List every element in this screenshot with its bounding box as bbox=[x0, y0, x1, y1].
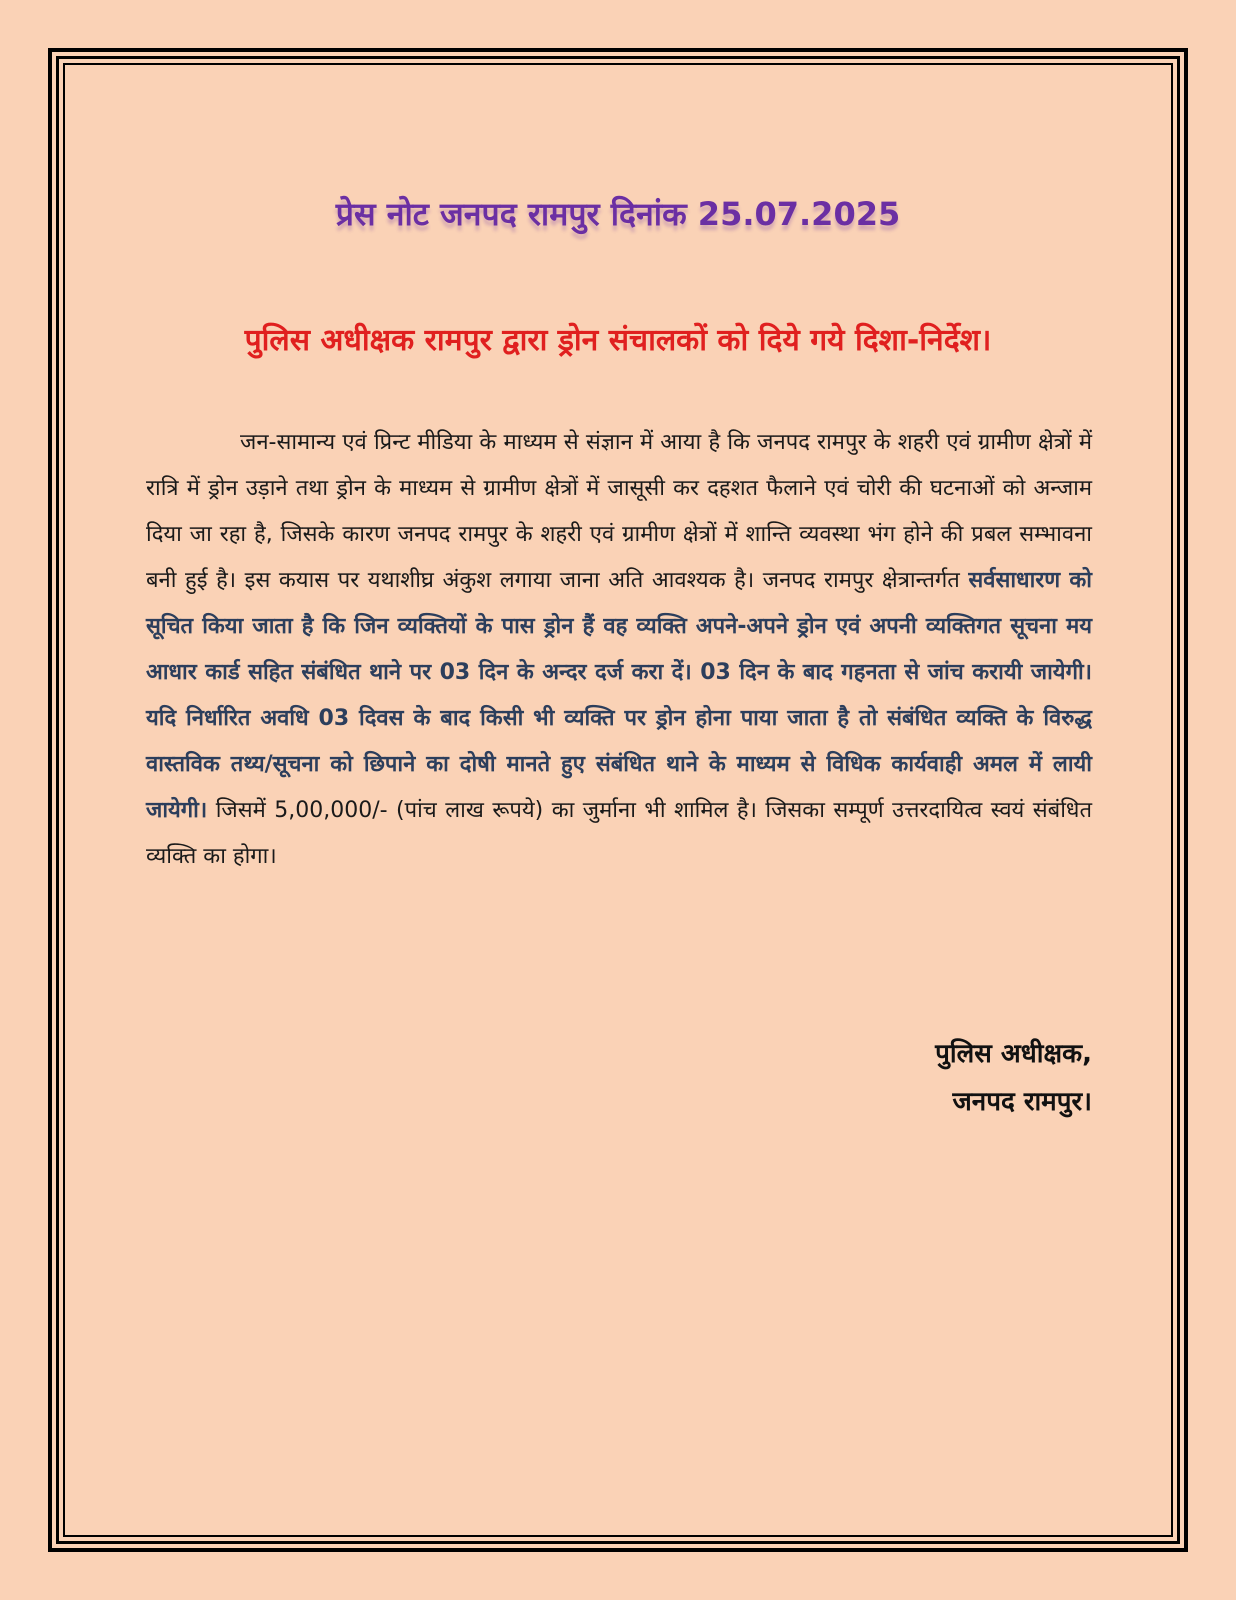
signature-district: जनपद रामपुर। bbox=[952, 1087, 1092, 1117]
signature-designation: पुलिस अधीक्षक, bbox=[935, 1039, 1092, 1069]
signature-block bbox=[935, 1030, 1092, 1126]
press-note-body bbox=[146, 420, 1092, 880]
press-note-title: प्रेस नोट जनपद रामपुर दिनांक 25.07.2025 bbox=[335, 195, 901, 233]
body-text-penalty: जिसमें 5,00,000/- (पांच लाख रूपये) का जुर्माना भी शामिल है। जिसका सम्पूर्ण उत्तरदायित्व स्वयं संबंधित व्यक्ति का होगा। bbox=[146, 798, 1092, 869]
subject-headline: पुलिस अधीक्षक रामपुर द्वारा ड्रोन संचालकों को दिये गये दिशा-निर्देश। bbox=[244, 323, 992, 358]
body-text-intro: जन-सामान्य एवं प्रिन्ट मीडिया के माध्यम से संज्ञान में आया है कि जनपद रामपुर के शहरी एवं ग्रामीण क्षेत्रों में रात्रि में ड्रोन उड़ाने तथा ड्रोन के माध्यम से ग्रामीण क्षेत्रों में जासूसी कर दहशत फैलाने एवं चोरी की घटनाओं को अन्जाम दिया जा रहा है, जिसके कारण जनपद रामपुर के शहरी एवं ग्रामीण क्षेत्रों में शान्ति व्यवस्था भंग होने की प्रबल सम्भावना बनी हुई है। इस कयास पर यथाशीघ्र अंकुश लगाया जाना अति आवश्यक है। जनपद रामपुर क्षेत्रान्तर्गत bbox=[146, 430, 1092, 593]
body-text-public-notice: सर्वसाधारण को सूचित किया जाता है कि जिन व्यक्तियों के पास ड्रोन हैं वह व्यक्ति अपने-अपने ड्रोन एवं अपनी व्यक्तिगत सूचना मय आधार कार्ड सहित संबंधित थाने पर 03 दिन के अन्दर दर्ज करा दें। 03 दिन के बाद गहनता से जांच करायी जायेगी। यदि निर्धारित अवधि 03 दिवस के बाद किसी भी व्यक्ति पर ड्रोन होना पाया जाता है तो संबंधित व्यक्ति के विरुद्ध वास्तविक तथ्य/सूचना को छिपाने का दोषी मानते हुए संबंधित थाने के माध्यम से विधिक कार्यवाही अमल में लायी जायेगी। bbox=[146, 568, 1092, 823]
